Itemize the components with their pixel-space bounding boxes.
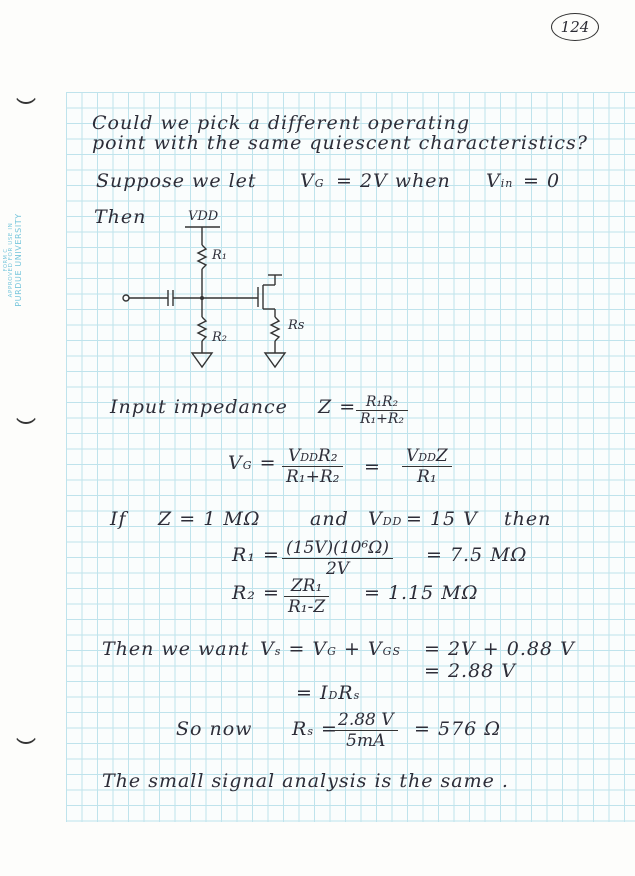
binder-hole: [14, 80, 38, 104]
junction-node: [200, 296, 204, 300]
input-terminal: [123, 295, 129, 301]
vs-result-2: = 2.88 V: [424, 660, 517, 682]
vg-fraction-2: [402, 446, 452, 487]
r2-lhs: R₂ =: [232, 582, 280, 604]
z-denominator: R₁+R₂: [360, 411, 405, 427]
r2-numerator: ZR₁: [284, 576, 329, 597]
so-now-text: So now: [176, 718, 253, 740]
rs-label: Rs: [288, 318, 305, 333]
binder-hole: [14, 720, 38, 744]
r1-fraction: [282, 538, 393, 579]
vg-formula-lhs: VG =: [228, 452, 277, 474]
equals-sign: =: [364, 456, 381, 478]
z-numerator: R₁R₂: [356, 394, 408, 411]
r1-value: = 7.5 MΩ: [426, 544, 528, 566]
question-line-2: point with the same quiescent characteristics?: [92, 132, 588, 154]
resistor-r2: [198, 317, 206, 341]
resistor-r1: [198, 245, 206, 269]
vs-expression: Vs = VG + VGS: [260, 638, 401, 660]
vg-fraction-1-numerator: VDDR₂: [282, 446, 343, 467]
rs-numerator: 2.88 V: [334, 710, 398, 731]
form-stamp-line3: PURDUE UNIVERSITY: [14, 213, 24, 307]
question-line-1: Could we pick a different operating: [92, 112, 470, 134]
rs-fraction: [334, 710, 398, 751]
vg-value: = 2V when: [336, 170, 451, 192]
r1-label: R₁: [212, 248, 227, 263]
r2-label: R₂: [212, 330, 227, 345]
ground-symbol: [265, 353, 285, 367]
then-we-want-text: Then we want: [102, 638, 250, 660]
form-stamp-line2: APPROVED FOR USE IN: [8, 222, 15, 298]
suppose-text: Suppose we let: [96, 170, 257, 192]
r1-denominator: 2V: [325, 559, 350, 579]
input-impedance-text: Input impedance: [110, 396, 288, 418]
form-stamp: [4, 190, 23, 330]
vdd-value: = 15 V: [406, 508, 478, 530]
then-text-2: then: [504, 508, 552, 530]
z-value: Z = 1 MΩ: [158, 508, 261, 530]
r1-lhs: R₁ =: [232, 544, 280, 566]
r2-denominator: R₁-Z: [288, 597, 326, 617]
and-text: and: [310, 508, 349, 530]
rs-value: = 576 Ω: [414, 718, 502, 740]
id-rs-expression: = IDRs: [296, 682, 361, 704]
circuit-diagram: [110, 205, 310, 385]
vdd-label: VDD: [188, 209, 219, 224]
r2-value: = 1.15 MΩ: [364, 582, 479, 604]
resistor-rs: [271, 317, 279, 341]
ground-symbol: [192, 353, 212, 367]
vs-result-1: = 2V + 0.88 V: [424, 638, 575, 660]
closing-line: The small signal analysis is the same .: [102, 770, 509, 792]
r1-numerator: (15V)(10⁶Ω): [282, 538, 393, 559]
vdd-symbol: VDD: [368, 508, 403, 530]
rs-denominator: 5mA: [346, 731, 386, 751]
r2-fraction: [284, 576, 329, 617]
vin-symbol: Vin: [486, 170, 514, 192]
vg-symbol: VG: [300, 170, 325, 192]
vg-fraction-2-numerator: VDDZ: [402, 446, 452, 467]
vg-fraction-1-denominator: R₁+R₂: [286, 467, 340, 487]
form-stamp-line1: FORM C: [3, 248, 9, 272]
page-number: 124: [551, 13, 599, 41]
vg-fraction-1: [282, 446, 343, 487]
vin-value: = 0: [523, 170, 561, 192]
if-text: If: [110, 508, 127, 530]
rs-lhs: Rs =: [292, 718, 338, 740]
z-fraction: [356, 394, 408, 427]
then-text: Then: [94, 206, 147, 228]
z-equals: Z =: [318, 396, 357, 418]
vg-fraction-2-denominator: R₁: [417, 467, 437, 487]
binder-hole: [14, 400, 38, 424]
